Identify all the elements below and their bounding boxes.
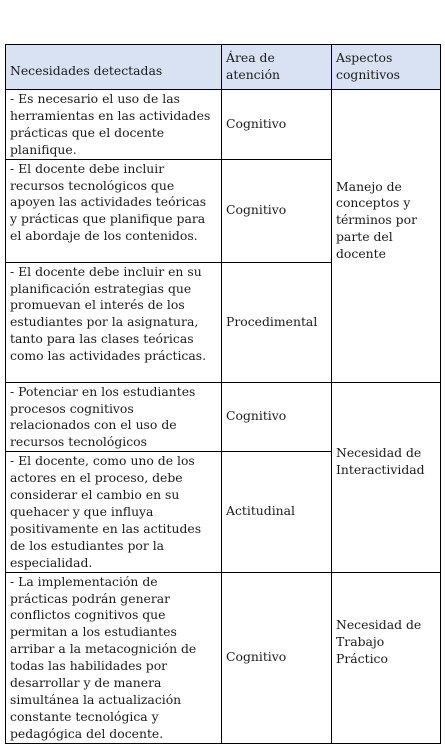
need-cell: - Es necesario el uso de las herramientas en las actividades prácticas que el docente planifique. bbox=[6, 90, 222, 160]
area-cell: Actitudinal bbox=[222, 452, 332, 572]
aspect-cell: Necesidad de Interactividad bbox=[332, 382, 441, 572]
header-aspects: Aspectos cognitivos bbox=[332, 45, 441, 90]
table-row bbox=[6, 572, 441, 743]
need-cell: - La implementación de prácticas podrán generar conflictos cognitivos que permitan a los estudiantes arribar a la metacognición de todas las habilidades por desarrollar y de manera simultánea la actualización constante tecnológica y pedagógica del docente. bbox=[6, 572, 222, 743]
needs-table bbox=[5, 44, 441, 744]
table-header bbox=[6, 45, 441, 90]
table-row bbox=[6, 382, 441, 452]
need-cell: - El docente debe incluir recursos tecnológicos que apoyen las actividades teóricas y prácticas que planifique para el abordaje de los contenidos. bbox=[6, 159, 222, 262]
area-cell: Procedimental bbox=[222, 262, 332, 382]
table-row bbox=[6, 90, 441, 160]
area-cell: Cognitivo bbox=[222, 572, 332, 743]
header-row bbox=[6, 45, 441, 90]
table-body bbox=[6, 90, 441, 744]
aspect-cell: Manejo de conceptos y términos por parte del docente bbox=[332, 90, 441, 383]
need-cell: - El docente debe incluir en su planificación estrategias que promuevan el interés de los estudiantes por la asignatura, tanto para las clases teóricas como las actividades prácticas. bbox=[6, 262, 222, 382]
need-cell: - El docente, como uno de los actores en el proceso, debe considerar el cambio en su quehacer y que influya positivamente en las actitudes de los estudiantes por la especialidad. bbox=[6, 452, 222, 572]
header-area: Área de atención bbox=[222, 45, 332, 90]
aspect-cell: Necesidad de Trabajo Práctico bbox=[332, 572, 441, 743]
area-cell: Cognitivo bbox=[222, 382, 332, 452]
area-cell: Cognitivo bbox=[222, 90, 332, 160]
header-needs: Necesidades detectadas bbox=[6, 45, 222, 90]
area-cell: Cognitivo bbox=[222, 159, 332, 262]
need-cell: - Potenciar en los estudiantes procesos cognitivos relacionados con el uso de recursos tecnológicos bbox=[6, 382, 222, 452]
